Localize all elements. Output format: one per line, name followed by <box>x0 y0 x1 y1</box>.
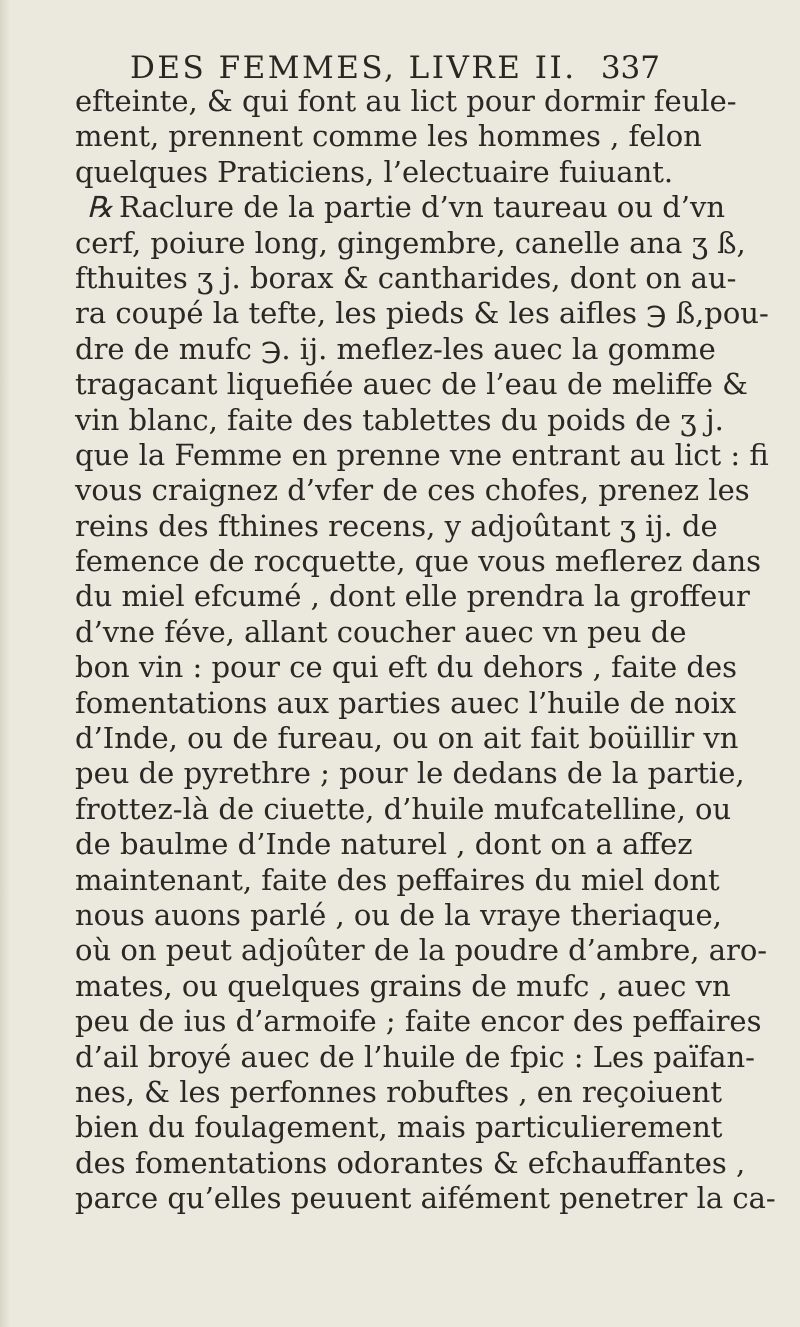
recipe-symbol-icon: ℞ <box>87 190 113 225</box>
text-line: dre de mufc ℈. ij. meflez-les auec la gomme <box>75 331 716 366</box>
text-line: de baulme d’Inde naturel , dont on a affez <box>75 827 693 862</box>
text-line: ment, prennent comme les hommes , felon <box>75 119 702 154</box>
running-head-title: DES FEMMES, LIVRE II. <box>130 50 577 86</box>
text-line: maintenant, faite des peffaires du miel dont <box>75 862 720 897</box>
text-line: où on peut adjoûter de la poudre d’ambre, aro- <box>75 933 768 968</box>
text-line: nes, & les perfonnes robuftes , en reçoiuent <box>75 1074 723 1109</box>
text-line: nous auons parlé , ou de la vraye theriaque, <box>75 897 722 932</box>
text-line: d’ail broyé auec de l’huile de fpic : Les païfan- <box>75 1039 755 1074</box>
text-line: peu de pyrethre ; pour le dedans de la partie, <box>75 756 745 791</box>
text-line: quelques Praticiens, l’electuaire fuiuant. <box>75 154 674 189</box>
text-line: frottez-là de ciuette, d’huile mufcatelline, ou <box>75 791 732 826</box>
text-line: bien du foulagement, mais particulierement <box>75 1110 723 1145</box>
text-line: tragacant liquefiée auec de l’eau de meliffe & <box>75 367 748 402</box>
text-line: ra coupé la tefte, les pieds & les aifles ℈ ß,pou- <box>75 296 769 331</box>
text-line: efteinte, & qui font au lict pour dormir feule- <box>75 84 737 118</box>
text-line: fomentations aux parties auec l’huile de noix <box>75 685 737 720</box>
text-line: reins des fthines recens, y adjoûtant ʒ ij. de <box>75 508 718 543</box>
text-line: fthuites ʒ j. borax & cantharides, dont on au- <box>75 260 737 295</box>
text-line: femence de rocquette, que vous meflerez dans <box>75 544 762 579</box>
text-line: du miel efcumé , dont elle prendra la groffeur <box>75 579 750 614</box>
binding-shadow <box>0 0 10 1327</box>
text-line: peu de ius d’armoife ; faite encor des peffaires <box>75 1004 762 1039</box>
text-body <box>75 84 776 1217</box>
text-line: que la Femme en prenne vne entrant au lict : fi <box>75 437 769 472</box>
page-number: 337 <box>600 50 660 86</box>
text-line: parce qu’elles peuuent aifément penetrer la ca- <box>75 1181 776 1216</box>
text-line: bon vin : pour ce qui eft du dehors , faite des <box>75 650 738 685</box>
text-line: d’Inde, ou de fureau, ou on ait fait boüillir vn <box>75 721 739 756</box>
text-line: Raclure de la partie d’vn taureau ou d’vn <box>119 190 726 225</box>
text-line: cerf, poiure long, gingembre, canelle ana ʒ ß, <box>75 225 746 260</box>
text-line-recipe <box>75 190 726 225</box>
text-line: des fomentations odorantes & efchauffantes , <box>75 1145 746 1180</box>
text-line: vin blanc, faite des tablettes du poids de ʒ j. <box>75 402 724 437</box>
text-line: d’vne féve, allant coucher auec vn peu de <box>75 614 687 649</box>
text-line: mates, ou quelques grains de mufc , auec vn <box>75 968 731 1003</box>
text-line: vous craignez d’vfer de ces chofes, prenez les <box>75 473 750 508</box>
